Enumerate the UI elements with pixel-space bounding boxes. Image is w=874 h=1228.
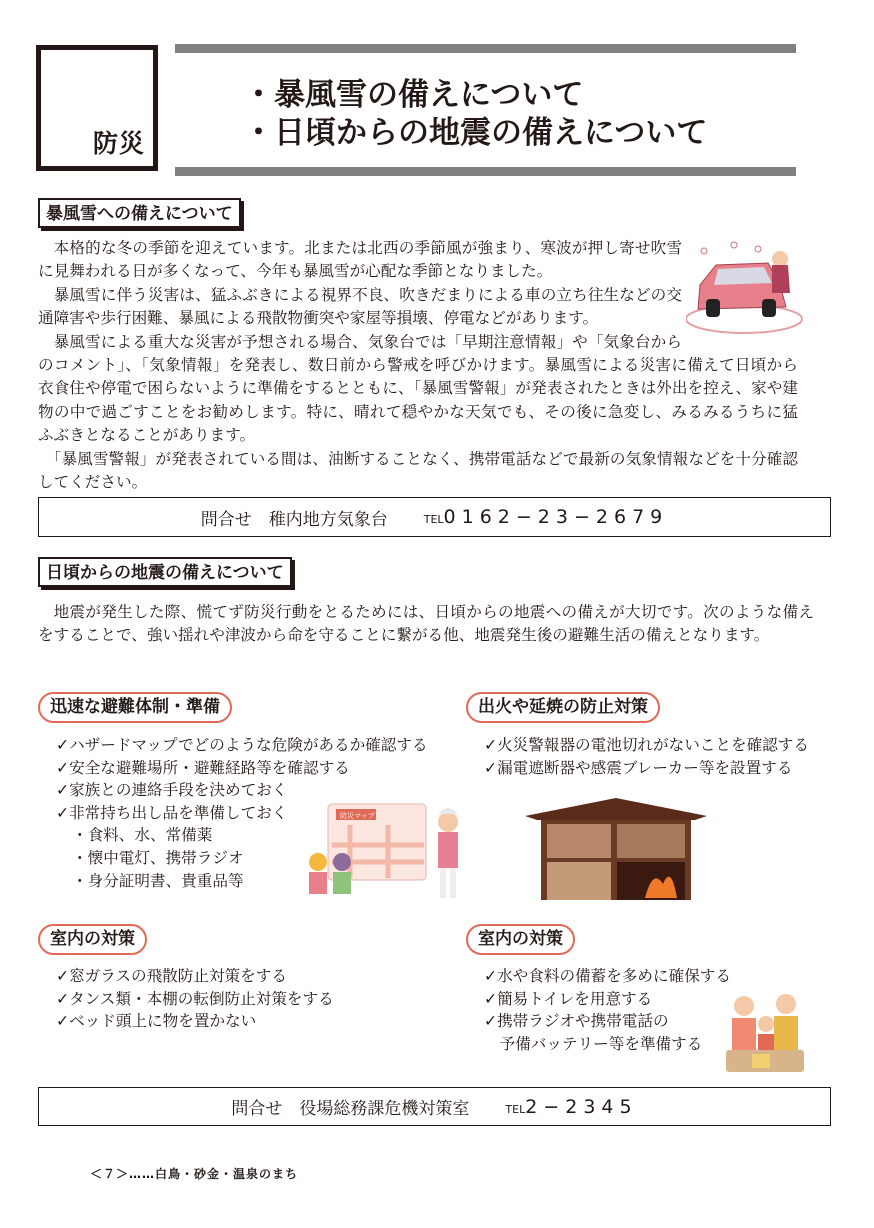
list-item: ✓火災警報器の電池切れがないことを確認する — [484, 736, 809, 754]
page-footer: ＜７＞……白鳥・砂金・温泉のまち — [90, 1167, 299, 1181]
category-box — [36, 45, 158, 171]
title-line-2: ・日頃からの地震の備えについて — [243, 115, 708, 151]
paragraph: 暴風雪に伴う災害は、猛ふぶきによる視界不良、吹きだまりによる車の立ち往生などの交通障害や歩行困難、暴風による飛散物衝突や家屋等損壊、停電などがあります。 — [38, 285, 682, 328]
contact-org: 稚内地方気象台 — [268, 509, 388, 530]
subheading-indoor-right: 室内の対策 — [466, 924, 575, 955]
bottom-rule — [175, 167, 796, 176]
contact-box-town-office — [38, 1087, 831, 1126]
contact-tel: 2−2345 — [525, 1095, 638, 1118]
list-item: ✓漏電遮断器や感震ブレーカー等を設置する — [484, 758, 793, 777]
snowy-car-illustration — [686, 237, 804, 337]
subheading-evacuation: 迅速な避難体制・準備 — [38, 692, 232, 723]
list-item: ✓水や食料の備蓄を多めに確保する — [484, 967, 731, 985]
list-item: ✓ベッド頭上に物を置かない — [56, 1012, 257, 1031]
list-item: ・食料、水、常備薬 — [72, 826, 213, 845]
list-item: 予備バッテリー等を準備する — [484, 1034, 703, 1053]
list-item: ✓安全な避難場所・避難経路等を確認する — [56, 758, 350, 777]
contact-tel: 0162−23−2679 — [443, 506, 669, 528]
list-item: ✓ハザードマップでどのような危険があるか確認する — [56, 736, 428, 754]
paragraph: 地震が発生した際、慌てず防災行動をとるためには、日頃からの地震への備えが大切です。次のような備えをすることで、強い揺れや津波から命を守ることに繋がる他、地震発生後の避難生活の備えとなります。 — [38, 603, 814, 645]
map-label: 防災マップ — [340, 812, 375, 820]
list-indoor-right — [484, 965, 731, 1055]
contact-label: 問合せ — [200, 509, 252, 530]
section-heading-blizzard: 暴風雪への備えについて — [38, 198, 241, 228]
paragraph: 本格的な冬の季節を迎えています。北または北西の季節風が強まり、寒波が押し寄せ吹雪に見舞われる日が多くなって、今年も暴風雪が心配な季節となりました。 — [38, 239, 682, 281]
section-heading-earthquake: 日頃からの地震の備えについて — [38, 557, 292, 587]
subheading-indoor-left: 室内の対策 — [38, 924, 147, 955]
list-item: ✓簡易トイレを用意する — [484, 989, 653, 1008]
top-rule — [175, 44, 796, 53]
paragraph: 「暴風雪警報」が発表されている間は、油断することなく、携帯電話などで最新の気象情報などを十分確認してください。 — [38, 449, 798, 492]
subheading-fire-prevention: 出火や延焼の防止対策 — [466, 692, 660, 723]
category-label: 防災 — [92, 129, 145, 158]
earthquake-intro — [38, 601, 814, 648]
page-title — [243, 76, 707, 152]
list-fire-prevention — [484, 734, 809, 779]
paragraph: 暴風雪による重大な災害が予想される場合、気象台では「早期注意情報」や「気象台からのコメント」、「気象情報」を発表し、数日前から警戒を呼びかけます。暴風雪による災害に備えて日頃から衣食住や停電で困らないように準備をするとともに、「暴風雪警報」が発表されたときは外出を控え、家や建物の中で過ごすことをお勧めします。特に、晴れて穏やかな天気でも、その後に急変し、みるみるうちに猛ふぶきとなることがあります。 — [38, 332, 798, 445]
list-item: ✓家族との連絡手段を決めておく — [56, 781, 288, 800]
list-item: ・身分証明書、貴重品等 — [72, 871, 244, 890]
contact-label: 問合せ — [231, 1099, 283, 1119]
contact-box-weather — [38, 497, 831, 537]
title-line-1: ・暴風雪の備えについて — [243, 77, 584, 113]
hazard-map-family-illustration — [300, 800, 465, 900]
list-item: ✓非常持ち出し品を準備しておく — [56, 803, 288, 822]
tel-prefix: TEL — [423, 513, 444, 526]
tel-prefix: TEL — [505, 1102, 526, 1116]
contact-org: 役場総務課危機対策室 — [299, 1099, 470, 1119]
list-indoor-left — [56, 965, 334, 1033]
family-supplies-illustration — [722, 990, 808, 1076]
house-cross-section-illustration — [525, 798, 707, 900]
list-item: ・懐中電灯、携帯ラジオ — [72, 848, 244, 867]
list-item: ✓タンス類・本棚の転倒防止対策をする — [56, 989, 334, 1008]
list-item: ✓窓ガラスの飛散防止対策をする — [56, 967, 287, 985]
blizzard-text — [38, 237, 798, 494]
list-item: ✓携帯ラジオや携帯電話の — [484, 1012, 669, 1031]
